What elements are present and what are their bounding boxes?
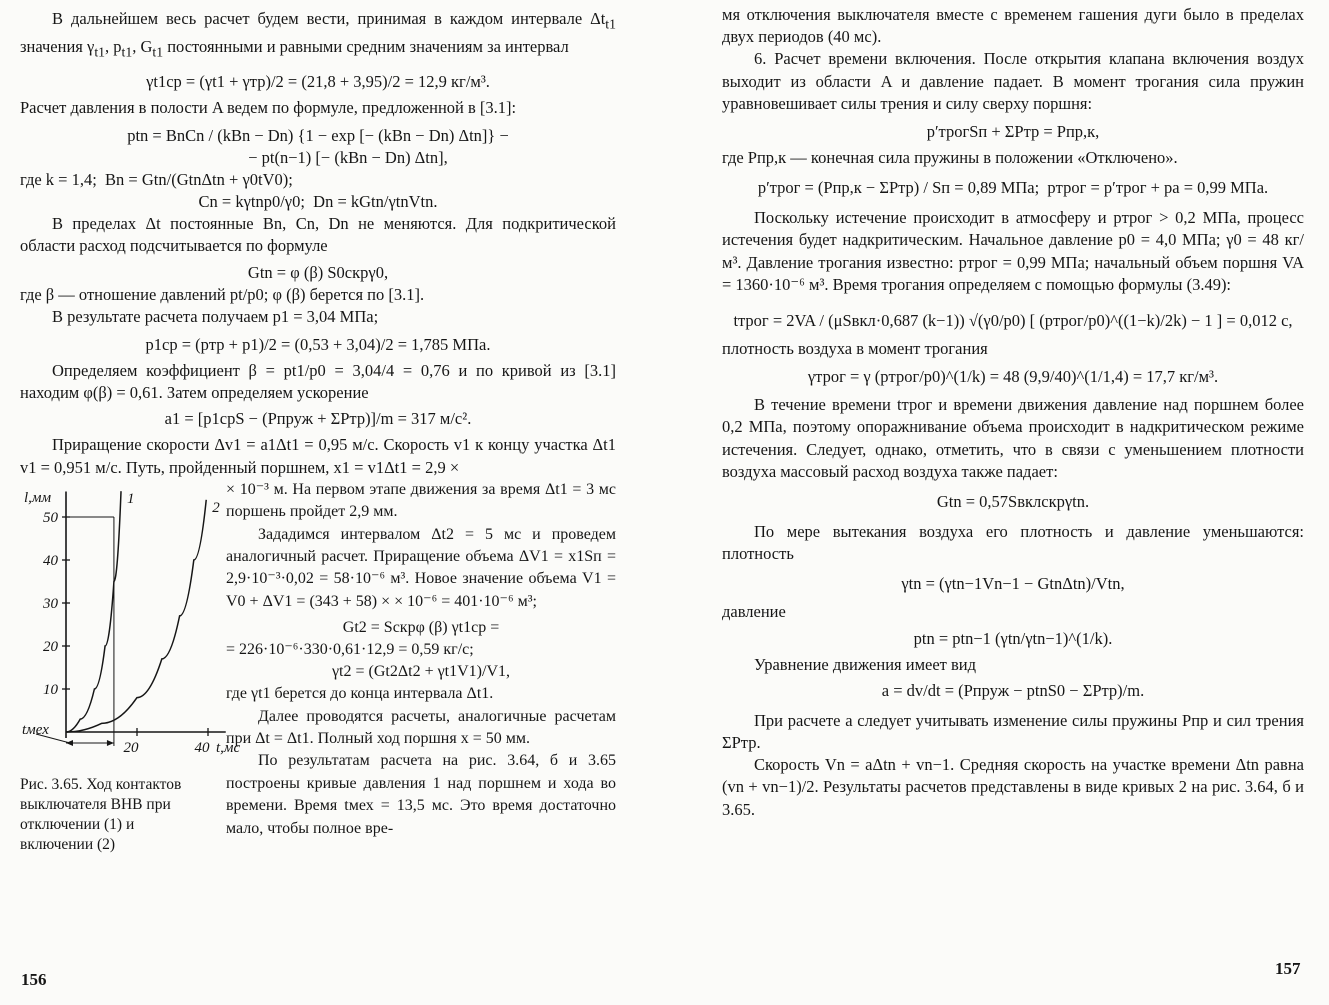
fig-text-5: По результатам расчета на рис. 3.64, б и 3.65 построены кривые давления 1 над поршнем и хода во времени. Время tмех = 13,5 мс. Это время достаточно мало, чтобы полное вре-	[226, 752, 616, 837]
equation-ptn-right: ptn = ptn−1 (γtn/γtn−1)^(1/k).	[913, 628, 1113, 648]
page-number-left: 156	[21, 970, 47, 989]
equation-ptn-line2: − pt(n−1) [− (kBn − Dn) Δtn],	[248, 148, 448, 168]
y-tick-label: 30	[43, 595, 58, 612]
calc-a-paragraph: При расчете a следует учитывать изменение силы пружины Pпр и сил трения ΣPтр.	[722, 710, 1304, 753]
equation-ptrog: p′трог = (Pпр,к − ΣPтр) / Sп = 0,89 МПа; pтрог = p′трог + pа = 0,99 МПа.	[757, 178, 1269, 198]
x-tick-label: 40	[194, 739, 210, 756]
curve-label-1: 1	[127, 491, 135, 508]
left-page	[0, 0, 664, 1005]
flow-paragraph: Поскольку истечение происходит в атмосферу и pтрог > 0,2 МПа, процесс истечения будет надкритическим. Начальное давление p0 = 4,0 МПа; γ0 = 48 кг/м³. Давление трогания известно: pтрог = 0,99 МПа; начальный объем поршня VA = 1360·10⁻⁶ м³. Время трогания определяем с помощью формулы (3.49):	[722, 208, 1304, 294]
t-mech-label: tмех	[22, 721, 49, 738]
pressure-formula-intro: Расчет давления в полости A ведем по формуле, предложенной в [3.1]:	[20, 98, 517, 117]
equation-gt2-a: Gt2 = Scкрφ (β) γt1cp =	[342, 619, 500, 637]
result-paragraph: В результате расчета получаем p1 = 3,04 МПа;	[52, 306, 379, 326]
x-axis-title: t,мс	[216, 739, 241, 756]
curve-2	[66, 500, 206, 732]
equation-motion: a = dv/dt = (Pпруж − ptnS0 − ΣPтр)/m.	[881, 680, 1145, 700]
curve-label-2: 2	[212, 499, 220, 516]
y-tick-label: 10	[43, 681, 58, 698]
constants-paragraph: В пределах Δt постоянные Bn, Cn, Dn не меняются. Для подкритической области расход подсчитывается по формуле	[20, 214, 616, 256]
top-continuation: мя отключения выключателя вместе с временем гашения дуги было в пределах двух периодов (40 мс).	[722, 5, 1304, 47]
figure-caption: Рис. 3.65. Ход контактов выключателя ВНВ при отключении (1) и включении (2)	[20, 775, 182, 854]
page-number-right: 157	[1275, 959, 1301, 978]
density-paragraph: плотность воздуха в момент трогания	[722, 339, 988, 359]
fig-text-4: Далее проводятся расчеты, аналогичные расчетам при Δt = Δt1. Полный ход поршня x = 50 мм.	[226, 707, 616, 748]
speed-paragraph: Приращение скорости Δv1 = a1Δt1 = 0,95 м/с. Скорость v1 к концу участка Δt1 v1 = 0,951 м/с. Путь, пройденный поршнем, x1 = v1Δt1 = 2,9 ×	[20, 435, 616, 477]
y-axis-title: l,мм	[24, 489, 52, 506]
equation-balance: p′трогSп + ΣPтр = Pпр,к,	[926, 122, 1100, 142]
motion-paragraph: Уравнение движения имеет вид	[754, 654, 977, 674]
right-page-content	[722, 4, 1304, 821]
fig-text-2: Зададимся интервалом Δt2 = 5 мс и проведем аналогичный расчет. Приращение объема ΔV1 = x1Sп = 2,9·10⁻³·0,02 = 58·10⁻⁶ м³. Новое значение объема V1 = V0 + ΔV1 = (343 + 58) × × 10⁻⁶ = 401·10⁻⁶ м³;	[226, 525, 616, 610]
y-tick-label: 20	[43, 638, 58, 655]
equation-ttrog: tтрог = 2VA / (μSвкл·0,687 (k−1)) √(γ0/p0) [ (pтрог/p0)^((1−k)/2k) − 1 ] = 0,012 с,	[733, 311, 1293, 331]
equation-gtn-right: Gtn = 0,57Sвклcкрγtn.	[936, 492, 1090, 512]
equation-gtn: Gtn = φ (β) S0cкрγ0,	[247, 262, 389, 282]
y-tick-label: 50	[43, 509, 58, 526]
equation-p1cp: p1cp = (pтр + p1)/2 = (0,53 + 3,04)/2 = 1,785 МПа.	[145, 335, 491, 355]
equation-gt2-b: = 226·10⁻⁶·330·0,61·12,9 = 0,59 кг/с;	[226, 641, 474, 659]
equation-gamma-trog: γтрог = γ (pтрог/p0)^(1/k) = 48 (9,9/40)^(1/1,4) = 17,7 кг/м³.	[807, 367, 1219, 387]
equation-gamma-t1cp: γt1cp = (γt1 + γтр)/2 = (21,8 + 3,95)/2 = 12,9 кг/м³.	[146, 72, 490, 91]
pressure-label: давление	[722, 602, 786, 622]
right-page	[664, 0, 1329, 1005]
as-flows-paragraph: По мере вытекания воздуха его плотность и давление уменьшаются: плотность	[722, 522, 1304, 564]
equation-cn-dn: Cn = kγtnp0/γ0; Dn = kGtn/γtnVtn.	[198, 192, 438, 212]
figure-block	[20, 479, 616, 871]
equation-ptn-line1: ptn = BnCn / (kBn − Dn) {1 − exp [− (kBn − Dn) Δtn]} −	[127, 126, 509, 146]
coefficient-paragraph: Определяем коэффициент β = pt1/p0 = 3,04/4 = 0,76 и по кривой из [3.1] находим φ(β) = 0,61. Затем определяем ускорение	[20, 361, 616, 403]
figure-3-65-chart	[20, 479, 241, 769]
equation-where-k: где k = 1,4; Bn = Gtn/(GtnΔtn + γ0tV0);	[20, 170, 293, 190]
during-paragraph: В течение времени tтрог и времени движения давление над поршнем более 0,2 МПа, поэтому опоражнивание объема происходит в надкритическом режиме истечения. Следует, однако, отметить, что в связи с уменьшением плотности воздуха массовый расход воздуха также падает:	[722, 395, 1304, 481]
where-beta-paragraph: где β — отношение давлений pt/p0; φ (β) берется по [3.1].	[20, 284, 425, 304]
equation-a1: a1 = [p1cpS − (Pпруж + ΣPтр)]/m = 317 м/с².	[164, 409, 472, 429]
speed-results-paragraph: Скорость Vn = aΔtn + vn−1. Средняя скорость на участке времени Δtn равна (vn + vn−1)/2. Результаты расчетов представлены в виде кривых 2 на рис. 3.64, б и 3.65.	[722, 755, 1304, 819]
fig-text-3: где γt1 берется до конца интервала Δt1.	[226, 685, 494, 703]
equation-gamma-tn: γtn = (γtn−1Vn−1 − GtnΔtn)/Vtn,	[901, 574, 1125, 594]
where-ppk-paragraph: где Pпр,к — конечная сила пружины в положении «Отключено».	[722, 148, 1178, 168]
section-6-paragraph: 6. Расчет времени включения. После открытия клапана включения воздух выходит из области A и давление падает. В момент трогания сила пружин уравновешивает силы трения и силу сверху поршня:	[722, 49, 1304, 113]
intro-paragraph: В дальнейшем весь расчет будем вести, принимая в каждом интервале $\Delta t_{t1}$ значения $\gamma_{t1}$, $p_{t1}$, $G_{t1}$ постоянными и равными средним значениям за интервал	[20, 9, 616, 59]
equation-gamma-t2: γt2 = (Gt2Δt2 + γt1V1)/V1,	[331, 663, 511, 681]
x-tick-label: 20	[123, 739, 139, 756]
curve-1	[66, 491, 121, 732]
y-tick-label: 40	[43, 552, 58, 569]
t-mech-arrow-right	[107, 740, 114, 746]
figure-side-text	[226, 479, 616, 840]
left-page-content	[20, 8, 616, 871]
fig-text-1: × 10⁻³ м. На первом этапе движения за время Δt1 = 3 мс поршень пройдет 2,9 мм.	[226, 480, 616, 521]
